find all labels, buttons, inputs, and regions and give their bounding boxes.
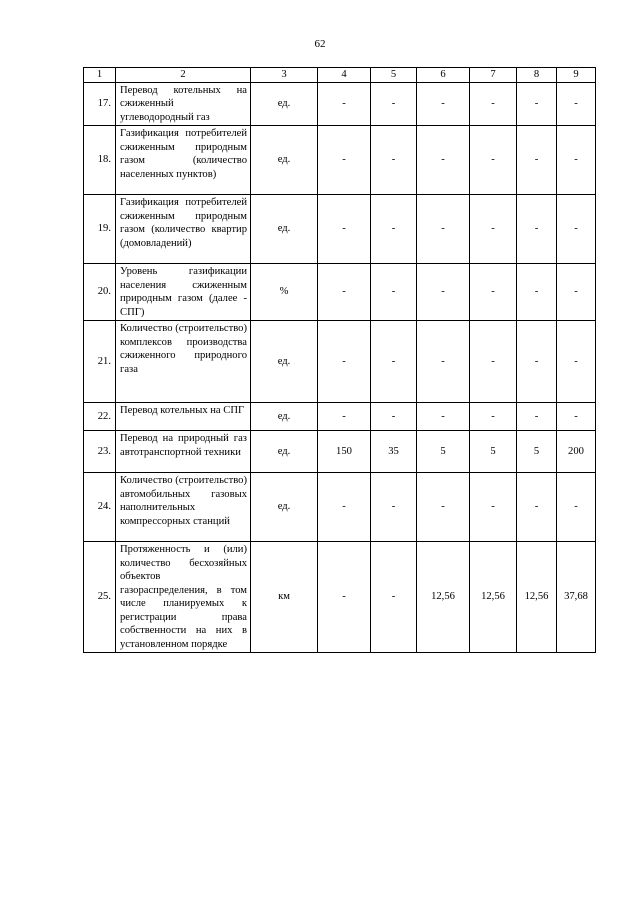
row-description: Перевод на природный газ автотранспортной техники — [116, 431, 251, 473]
row-number: 24. — [84, 473, 116, 542]
row-unit: ед. — [251, 195, 318, 264]
row-number: 20. — [84, 264, 116, 321]
row-value: - — [371, 126, 417, 195]
row-description: Количество (строительство) автомобильных газовых наполнительных компрессорных станций — [116, 473, 251, 542]
row-value: - — [371, 542, 417, 653]
row-value: 5 — [417, 431, 470, 473]
row-value: - — [318, 82, 371, 126]
row-value: 12,56 — [517, 542, 557, 653]
row-number: 25. — [84, 542, 116, 653]
row-value: 150 — [318, 431, 371, 473]
column-header: 1 — [84, 68, 116, 83]
row-description: Газификация потребителей сжиженным природным газом (количество населенных пунктов) — [116, 126, 251, 195]
row-value: - — [557, 126, 596, 195]
row-value: - — [318, 321, 371, 403]
column-header: 8 — [517, 68, 557, 83]
table-row — [84, 473, 596, 542]
row-description: Перевод котельных на сжиженный углеводородный газ — [116, 82, 251, 126]
row-unit: ед. — [251, 82, 318, 126]
table-row — [84, 264, 596, 321]
row-value: - — [470, 264, 517, 321]
row-value: - — [318, 195, 371, 264]
row-value: - — [318, 126, 371, 195]
row-number: 19. — [84, 195, 116, 264]
row-number: 17. — [84, 82, 116, 126]
row-value: - — [371, 321, 417, 403]
table-row — [84, 321, 596, 403]
table-header-row — [84, 68, 596, 83]
row-number: 18. — [84, 126, 116, 195]
row-number: 22. — [84, 403, 116, 431]
table-row — [84, 82, 596, 126]
row-value: - — [470, 321, 517, 403]
row-value: - — [417, 473, 470, 542]
column-header: 3 — [251, 68, 318, 83]
row-description: Уровень газификации населения сжиженным природным газом (далее - СПГ) — [116, 264, 251, 321]
table-row — [84, 126, 596, 195]
row-value: - — [517, 403, 557, 431]
row-unit: ед. — [251, 321, 318, 403]
row-value: - — [417, 403, 470, 431]
column-header: 9 — [557, 68, 596, 83]
row-value: - — [517, 264, 557, 321]
row-value: - — [557, 403, 596, 431]
row-value: - — [371, 195, 417, 264]
row-value: - — [557, 195, 596, 264]
row-unit: ед. — [251, 126, 318, 195]
row-value: - — [557, 264, 596, 321]
column-header: 6 — [417, 68, 470, 83]
row-value: - — [470, 82, 517, 126]
row-value: - — [371, 473, 417, 542]
row-value: 35 — [371, 431, 417, 473]
page-number: 62 — [314, 38, 326, 50]
row-value: 200 — [557, 431, 596, 473]
column-header: 5 — [371, 68, 417, 83]
row-description: Газификация потребителей сжиженным природным газом (количество квартир (домовладений) — [116, 195, 251, 264]
row-value: - — [517, 473, 557, 542]
row-unit: ед. — [251, 473, 318, 542]
row-value: - — [318, 542, 371, 653]
row-unit: % — [251, 264, 318, 321]
row-unit: км — [251, 542, 318, 653]
row-description: Протяженность и (или) количество бесхозяйных объектов газораспределения, в том числе планируемых к регистрации права собственности на них в установленном порядке — [116, 542, 251, 653]
row-value: - — [417, 82, 470, 126]
table-row — [84, 403, 596, 431]
row-unit: ед. — [251, 403, 318, 431]
table-row — [84, 431, 596, 473]
column-header: 7 — [470, 68, 517, 83]
table-row — [84, 195, 596, 264]
row-description: Перевод котельных на СПГ — [116, 403, 251, 431]
row-value: - — [470, 473, 517, 542]
row-value: - — [417, 195, 470, 264]
table-row — [84, 542, 596, 653]
row-value: - — [517, 82, 557, 126]
row-number: 23. — [84, 431, 116, 473]
row-value: - — [417, 126, 470, 195]
row-unit: ед. — [251, 431, 318, 473]
row-value: - — [557, 82, 596, 126]
row-value: - — [470, 126, 517, 195]
row-value: - — [557, 321, 596, 403]
column-header: 4 — [318, 68, 371, 83]
row-value: 12,56 — [470, 542, 517, 653]
row-value: 12,56 — [417, 542, 470, 653]
row-value: - — [557, 473, 596, 542]
row-value: 37,68 — [557, 542, 596, 653]
row-value: - — [371, 264, 417, 321]
row-value: - — [371, 82, 417, 126]
row-value: - — [517, 126, 557, 195]
indicators-table — [83, 67, 596, 653]
row-value: - — [318, 264, 371, 321]
row-value: - — [470, 403, 517, 431]
row-value: - — [517, 321, 557, 403]
row-value: - — [417, 264, 470, 321]
row-value: - — [318, 403, 371, 431]
row-value: - — [517, 195, 557, 264]
row-value: - — [371, 403, 417, 431]
row-value: - — [417, 321, 470, 403]
column-header: 2 — [116, 68, 251, 83]
row-value: - — [318, 473, 371, 542]
row-number: 21. — [84, 321, 116, 403]
row-value: - — [470, 195, 517, 264]
row-description: Количество (строительство) комплексов производства сжиженного природного газа — [116, 321, 251, 403]
row-value: 5 — [517, 431, 557, 473]
row-value: 5 — [470, 431, 517, 473]
